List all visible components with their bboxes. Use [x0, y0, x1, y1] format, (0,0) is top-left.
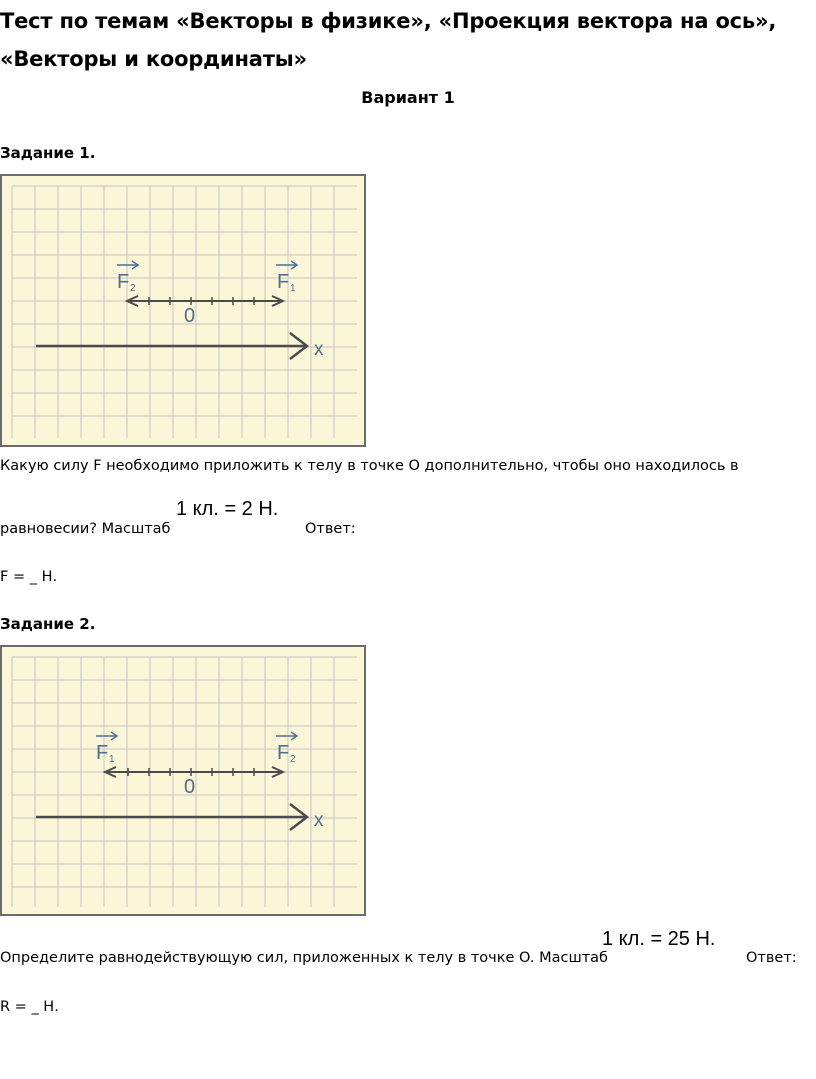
task1-figure — [0, 174, 368, 448]
f-left-label: F — [117, 271, 130, 293]
task1-scale: 1 кл. = 2 Н. — [176, 498, 279, 520]
task1-question-line-2: равновесии? Масштаб — [0, 521, 171, 537]
variant-heading: Вариант 1 — [361, 88, 455, 107]
f-right-subscript: 1 — [290, 283, 296, 294]
origin-label: 0 — [184, 776, 196, 798]
f-left-subscript: 2 — [130, 283, 136, 294]
task2-heading: Задание 2. — [0, 615, 96, 633]
x-axis-label: x — [314, 810, 324, 831]
x-axis-label: x — [314, 339, 324, 360]
task1-answer-line: F = _ Н. — [0, 569, 58, 585]
task2-figure — [0, 645, 368, 917]
task2-answer-line: R = _ Н. — [0, 999, 59, 1015]
f-right-label: F — [277, 742, 290, 764]
task2-question: Определите равнодействующую сил, приложенных к телу в точке O. Масштаб — [0, 950, 608, 966]
f-right-label: F — [277, 271, 290, 293]
grid-frame — [1, 646, 365, 915]
task1-heading: Задание 1. — [0, 144, 96, 162]
task1-answer-label: Ответ: — [305, 521, 356, 537]
page-title — [0, 2, 810, 78]
title-line-1: Тест по темам «Векторы в физике», «Проекция вектора на ось», — [0, 9, 777, 33]
grid-frame — [1, 175, 365, 446]
task1-question-line-1: Какую силу F необходимо приложить к телу в точке O дополнительно, чтобы оно находилось в — [0, 458, 739, 474]
title-line-2: «Векторы и координаты» — [0, 47, 307, 71]
f-right-subscript: 2 — [290, 754, 296, 765]
origin-label: 0 — [184, 305, 196, 327]
task2-answer-label: Ответ: — [746, 950, 797, 966]
f-left-subscript: 1 — [109, 754, 115, 765]
task2-scale: 1 кл. = 25 Н. — [602, 928, 716, 950]
f-left-label: F — [96, 742, 109, 764]
